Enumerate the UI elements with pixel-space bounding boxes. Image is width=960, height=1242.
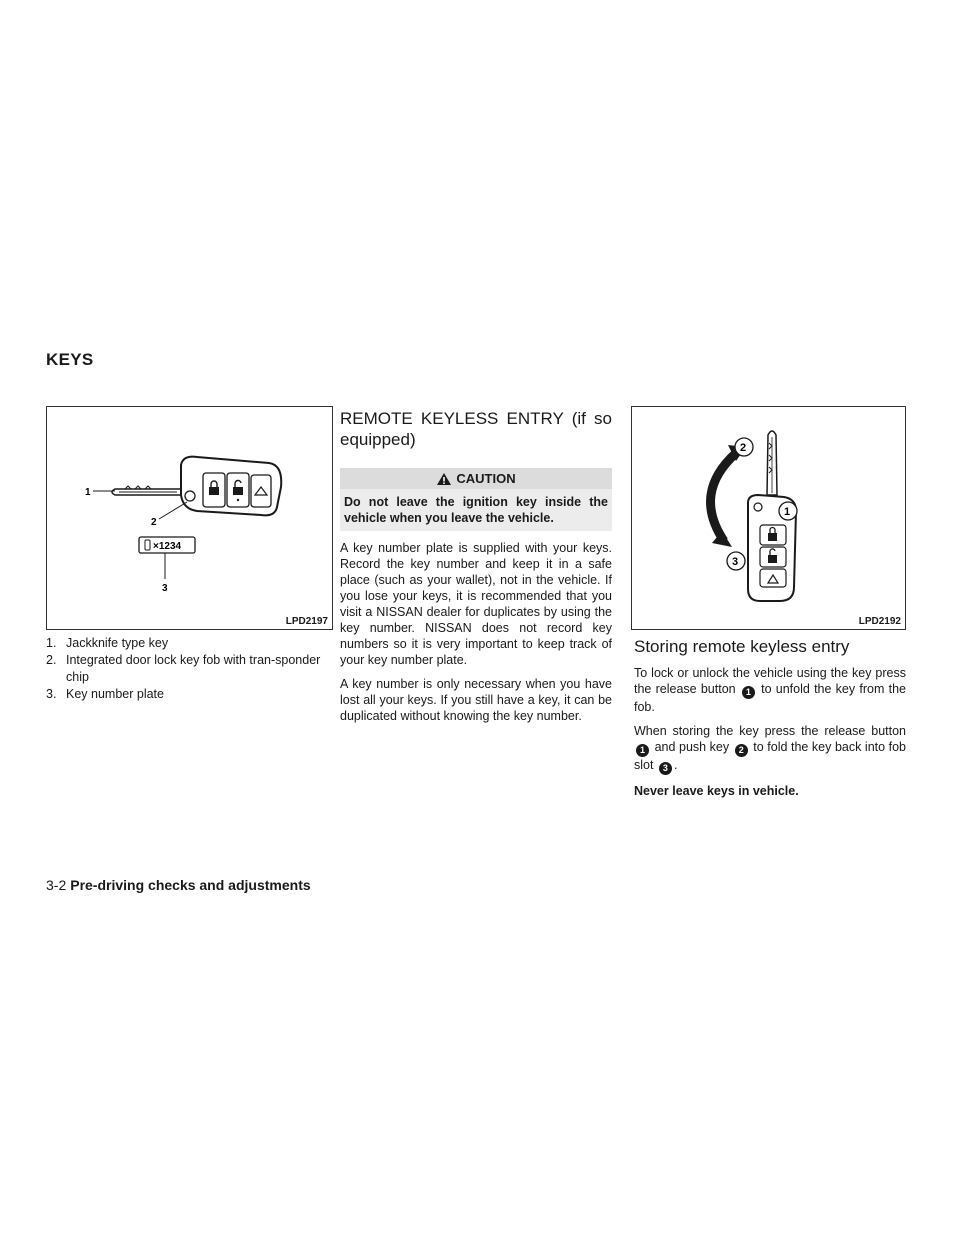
caution-text: Do not leave the ignition key inside the vehicle when you leave the vehicle. [340, 489, 612, 531]
callout-3: 3 [162, 583, 168, 594]
paragraph: A key number plate is supplied with your keys. Record the key number and keep it in a safe place (such as your wallet), not in the vehicle. If you lose your keys, it is recommended that you visit a NISSAN dealer for duplicates by using the key number. NISSAN does not record key numbers so it is very important to keep track of your key number plate. [340, 541, 612, 667]
warning-triangle-icon [436, 472, 452, 486]
warning-text: Never leave keys in vehicle. [634, 784, 799, 798]
text-run: To lock or unlock the vehicle using the key press the release button [634, 666, 906, 696]
callout-1-icon: 1 [636, 744, 649, 757]
caution-header [340, 468, 612, 489]
key-number-text: ×1234 [153, 541, 182, 552]
parts-list [46, 635, 336, 703]
callout-1: 1 [784, 506, 791, 518]
text-run: . [673, 758, 678, 772]
callout-2: 2 [740, 442, 747, 454]
text-run: to fold the key back into fob slot [634, 740, 907, 772]
page-footer [46, 877, 311, 893]
figure-code: LPD2197 [285, 616, 328, 627]
section-heading: REMOTE KEYLESS ENTRY (if so equipped) [340, 409, 612, 449]
figure-key-fob [46, 406, 333, 630]
section-title: KEYS [46, 350, 94, 369]
paragraph: A key number is only necessary when you have lost all your keys. If you still have a key, it can be duplicated without knowing the key number. [340, 677, 612, 723]
list-text: Key number plate [66, 687, 164, 701]
figure-fold-key [631, 406, 906, 630]
list-num: 1. [46, 636, 57, 650]
text-run: to unfold the key from the fob. [634, 682, 906, 714]
list-text: Integrated door lock key fob with tran-sponder chip [66, 653, 321, 684]
caution-label: CAUTION [456, 471, 516, 486]
text-run: and push key [654, 740, 730, 754]
remote-keyless-section [340, 408, 612, 732]
callout-1-icon: 1 [742, 686, 755, 699]
storing-heading: Storing remote keyless entry [634, 637, 850, 656]
callout-2-icon: 2 [735, 744, 748, 757]
list-num: 3. [46, 687, 57, 701]
fold-key-illustration [632, 407, 905, 629]
list-text: Jackknife type key [66, 636, 169, 650]
text-run: When storing the key press the release button [634, 724, 906, 738]
page-number: 3-2 [46, 877, 67, 893]
callout-3-icon: 3 [659, 762, 672, 775]
paragraph [634, 723, 906, 775]
paragraph [634, 665, 906, 715]
storing-section [634, 636, 906, 807]
key-fob-illustration [47, 407, 332, 629]
callout-1: 1 [85, 487, 91, 498]
list-item [46, 686, 336, 703]
chapter-title: Pre-driving checks and adjustments [70, 877, 311, 893]
list-item [46, 652, 336, 686]
list-item [46, 635, 336, 652]
list-num: 2. [46, 653, 57, 667]
figure-code: LPD2192 [858, 616, 901, 627]
callout-3: 3 [732, 556, 739, 568]
callout-2: 2 [151, 517, 157, 528]
